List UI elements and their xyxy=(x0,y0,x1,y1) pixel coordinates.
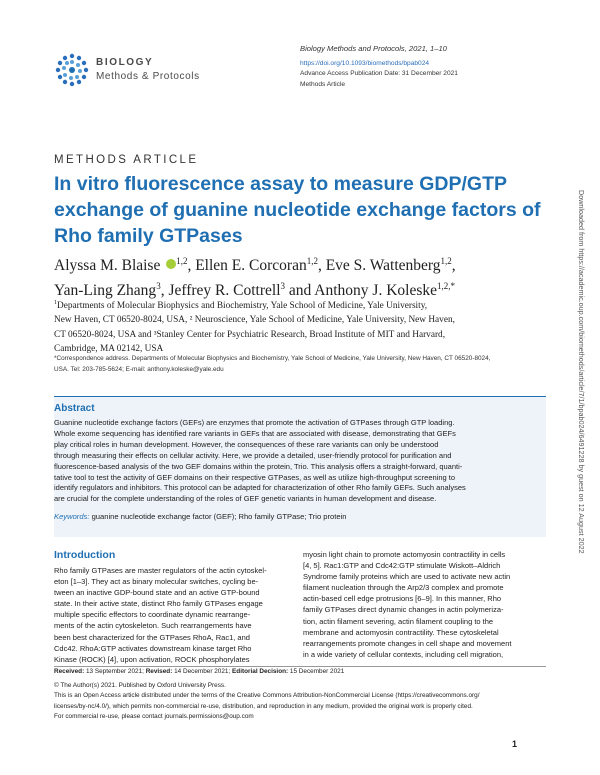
affiliation-line: Departments of Molecular Biophysics and Biochemistry, Yale School of Medicine, Yale University, xyxy=(57,301,428,312)
title-line: exchange of guanine nucleotide exchange factors of xyxy=(54,199,541,221)
article-title xyxy=(54,171,554,249)
abstract-line: through measuring their effects on cellular activity. Here, we provide a detailed, user-friendly protocol for purification and xyxy=(54,450,452,460)
article-type: Methods Article xyxy=(300,80,346,88)
abstract-line: fluorescence-based analysis of the two GEF domains within the protein, Trio. This analysis offers a straight-forward, quanti- xyxy=(54,461,463,471)
affiliation-mark: 1 xyxy=(54,300,57,306)
author-name: , Ellen E. Corcoran xyxy=(187,257,307,275)
author-affiliation-mark: 1,2,* xyxy=(437,281,455,292)
body-line: in a wide variety of cellular contexts, including cell migration, xyxy=(303,649,504,659)
title-line: Rho family GTPases xyxy=(54,225,243,247)
author-list: Alyssa M. Blaise $^{1,2}$, Ellen E. Corcoran$^{1,2}$, Eve S. Wattenberg$^{1,2}$, Yan-Ling Zhang$^3$, Jeffrey R. Cottrell$^3$ and Anthony J. Koleske$^{1,2,*}$ xyxy=(54,256,456,300)
abstract-line: play critical roles in human development. However, the consequences of these rare variants can only be understood xyxy=(54,439,439,449)
footer xyxy=(54,667,546,723)
body-line: membrane and actomyosin contractility. These cytoskeletal xyxy=(303,627,499,637)
body-line: ments of the actin cytoskeleton. Such rearrangements have xyxy=(54,621,252,631)
author-affiliation-mark: 1,2 xyxy=(306,256,318,266)
abstract-line: Guanine nucleotide exchange factors (GEFs) are enzymes that promote the activation of GTPases through GTP loading. xyxy=(54,418,455,427)
affiliation-line: New Haven, CT 06520-8024, USA, ² Neuroscience, Yale School of Medicine, Yale University, New Haven, xyxy=(54,315,455,326)
keywords-label: Keywords: xyxy=(54,512,90,521)
author-name: and Anthony J. Koleske xyxy=(285,282,437,300)
page-number: 1 xyxy=(512,739,518,749)
title-line: In vitro fluorescence assay to measure GDP/GTP xyxy=(54,173,508,195)
body-line: family GTPases direct dynamic changes in actin polymeriza- xyxy=(303,605,504,615)
download-note: Downloaded from https://academic.oup.com/biomethods/article/7/1/bpab024/6491228 by guest on 12 August 2022 xyxy=(577,190,586,554)
keywords xyxy=(54,512,347,521)
abstract-line: Whole exome sequencing has identified rare variants in GEFs that are associated with disease, demonstrating that GEFs xyxy=(54,428,456,438)
author-name: , Jeffrey R. Cottrell xyxy=(160,282,281,300)
abstract-line: are crucial for the complete understanding of the roles of GEF genetic variants in human development and disease. xyxy=(54,494,437,504)
introduction-heading: Introduction xyxy=(54,549,116,561)
abstract-line: tative tool to test the activity of GEF domains on their respective GTPases, as well as utilize high-throughput screening to xyxy=(54,472,456,482)
publication-date: Advance Access Publication Date: 31 December 2021 xyxy=(300,70,458,77)
abstract-body xyxy=(54,418,546,505)
logo-subtitle: Methods & Protocols xyxy=(96,71,200,82)
journal-info xyxy=(300,44,540,90)
journal-citation: Biology Methods and Protocols, 2021, 1–10 xyxy=(300,44,447,53)
body-line: Syndrome family proteins which are used to activate new actin xyxy=(303,572,511,582)
introduction-right-column xyxy=(303,549,546,660)
license-line: licenses/by-nc/4.0/), which permits non-commercial re-use, distribution, and reproduction in any medium, provided the original work is properly cited. xyxy=(54,702,473,710)
license-line: For commercial re-use, please contact journals.permissions@oup.com xyxy=(54,713,254,721)
body-line: filament nucleation through the Arp2/3 complex and promote xyxy=(303,583,504,593)
orcid-icon[interactable] xyxy=(166,259,176,269)
correspondence xyxy=(54,353,554,375)
journal-logo-icon xyxy=(54,52,90,88)
body-line: actin-based cell edge protrusions [6–9]. In this manner, Rho xyxy=(303,594,502,604)
author-affiliation-mark: 1,2 xyxy=(176,256,188,266)
author-name: Yan-Ling Zhang xyxy=(54,282,157,300)
abstract-line: identify regulators and inhibitors. This protocol can be adapted for characterization of other Rho family GEFs. Such analyses xyxy=(54,483,466,493)
author-name: Alyssa M. Blaise xyxy=(54,257,161,275)
body-line: been best characterized for the GTPases RhoA, Rac1, and xyxy=(54,632,250,642)
body-line: Rho family GTPases are master regulators of the actin cytoskel- xyxy=(54,566,267,575)
affiliation-line: CT 06520-8024, USA and ³Stanley Center for Psychiatric Research, Broad Institute of MIT and Harvard, xyxy=(54,329,446,340)
author-affiliation-mark: 3 xyxy=(156,281,161,292)
license-line: This is an Open Access article distributed under the terms of the Creative Commons Attribution-NonCommercial License (https://creativecommons.org/ xyxy=(54,692,480,700)
body-line: state. In their active state, distinct Rho family GTPases engage xyxy=(54,599,263,609)
author-affiliation-mark: 1,2 xyxy=(440,256,452,266)
abstract-heading: Abstract xyxy=(54,403,95,414)
body-line: myosin light chain to promote actomyosin contractility in cells xyxy=(303,550,506,559)
affiliation-line: Cambridge, MA 02142, USA xyxy=(54,343,164,354)
keywords-text: guanine nucleotide exchange factor (GEF); Rho family GTPase; Trio protein xyxy=(91,512,347,521)
correspondence-line: *Correspondence address. Departments of Molecular Biophysics and Biochemistry, Yale School of Medicine, Yale University, New Haven, CT 06520-8024, xyxy=(54,355,491,362)
dates-line: Received: 13 September 2021; Revised: 14 December 2021; Editorial Decision: 15 December 2021 xyxy=(54,668,345,675)
body-line: Kinase (ROCK) [4], upon activation, ROCK phosphorylates xyxy=(54,654,250,664)
author-affiliation-mark: 3 xyxy=(280,281,286,292)
body-line: multiple specific effectors to coordinate dynamic rearrange- xyxy=(54,610,251,620)
body-line: rearrangements promote changes in cell shape and movement xyxy=(303,638,512,648)
section-label: METHODS ARTICLE xyxy=(54,154,199,166)
doi-link[interactable]: https://doi.org/10.1093/biomethods/bpab024 xyxy=(300,59,430,67)
correspondence-line: USA. Tel: 203-785-5624; E-mail: anthony.koleske@yale.edu xyxy=(54,366,224,373)
body-line: [4, 5]. Rac1:GTP and Cdc42:GTP stimulate Wiskott–Aldrich xyxy=(303,561,501,571)
affiliations xyxy=(54,296,554,356)
introduction-left-column xyxy=(54,565,292,665)
body-line: Cdc42. RhoA:GTP activates downstream kinase target Rho xyxy=(54,643,252,653)
author-name: , Eve S. Wattenberg xyxy=(317,257,441,275)
copyright: © The Author(s) 2021. Published by Oxford University Press. xyxy=(54,681,226,689)
body-line: eton [1–3]. They act as binary molecular switches, cycling be- xyxy=(54,577,259,587)
body-line: tween an inactive GDP-bound state and an active GTP-bound xyxy=(54,588,260,598)
body-line: tion, actin filament severing, actin filament coupling to the xyxy=(303,616,494,626)
logo-title: BIOLOGY xyxy=(96,57,154,68)
